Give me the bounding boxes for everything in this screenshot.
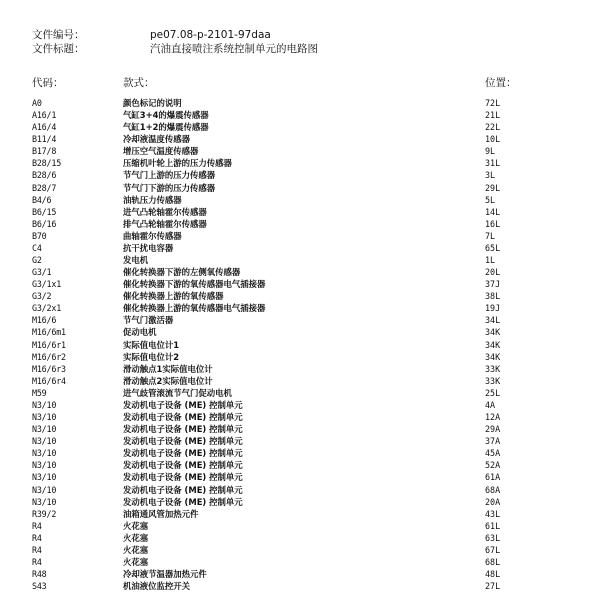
component-code: B28/6 — [32, 170, 57, 181]
component-code: A16/1 — [32, 110, 57, 121]
component-description: 发动机电子设备 (ME) 控制单元 — [123, 412, 243, 423]
component-location: 29L — [485, 182, 501, 193]
component-description: 气缸3+4的爆震传感器 — [123, 110, 209, 121]
component-location: 33K — [485, 375, 501, 386]
component-code: N3/10 — [32, 412, 57, 423]
list-item — [32, 230, 577, 242]
component-code: N3/10 — [32, 472, 57, 483]
component-location: 7L — [485, 230, 496, 241]
component-location: 21L — [485, 110, 501, 121]
component-description: 发动机电子设备 (ME) 控制单元 — [123, 460, 243, 471]
list-item — [32, 375, 577, 387]
component-description: 颜色标记的说明 — [123, 98, 182, 108]
list-item — [32, 302, 577, 314]
component-code: N3/10 — [32, 460, 57, 471]
component-code: G3/2x1 — [32, 303, 62, 314]
component-description: 火花塞 — [123, 556, 149, 567]
list-item — [32, 254, 577, 266]
component-location: 29A — [485, 424, 501, 435]
list-item — [32, 411, 577, 423]
component-location: 33K — [485, 363, 501, 374]
column-header-code: 代码： — [32, 77, 64, 89]
component-location: 43L — [485, 508, 501, 519]
list-item — [32, 290, 577, 302]
component-description: 进气凸轮轴霍尔传感器 — [123, 206, 207, 217]
component-location: 34L — [485, 315, 501, 326]
list-item — [32, 314, 577, 326]
component-description: 进气歧管滚流节气门促动电机 — [123, 387, 232, 398]
component-description: 冷却液温度传感器 — [123, 134, 190, 145]
component-description: 实际值电位计1 — [123, 339, 180, 350]
component-code: R4 — [32, 532, 42, 543]
component-location: 20L — [485, 267, 501, 278]
list-item — [32, 218, 577, 230]
list-item — [32, 568, 577, 580]
component-code: B4/6 — [32, 194, 52, 205]
doc-title-line — [32, 43, 318, 56]
list-item — [32, 387, 577, 399]
component-description: 催化转换器上游的氧传感器电气插接器 — [123, 303, 266, 314]
list-item — [32, 496, 577, 508]
component-code: A0 — [32, 98, 42, 108]
component-description: 发动机电子设备 (ME) 控制单元 — [123, 424, 243, 435]
component-code: B28/7 — [32, 182, 57, 193]
component-location: 34K — [485, 351, 501, 362]
list-item — [32, 423, 577, 435]
component-description: 发动机电子设备 (ME) 控制单元 — [123, 399, 243, 410]
component-code: R4 — [32, 556, 42, 567]
component-description: 机油液位监控开关 — [123, 581, 190, 592]
list-item — [32, 97, 577, 109]
component-code: M16/6r4 — [32, 375, 66, 386]
list-item — [32, 194, 577, 206]
list-item — [32, 339, 577, 351]
component-location: 61A — [485, 472, 501, 483]
component-description: 抗干扰电容器 — [123, 242, 174, 253]
list-item — [32, 133, 577, 145]
list-item — [32, 484, 577, 496]
list-item — [32, 508, 577, 520]
component-location: 31L — [485, 158, 501, 169]
doc-number-value: pe07.08-p-2101-97daa — [150, 29, 271, 41]
list-item — [32, 435, 577, 447]
component-description: 火花塞 — [123, 520, 149, 531]
component-code: B6/15 — [32, 206, 57, 217]
component-description: 滑动触点2实际值电位计 — [123, 375, 213, 386]
component-description: 节气门上游的压力传感器 — [123, 170, 216, 181]
component-description: 发动机电子设备 (ME) 控制单元 — [123, 484, 243, 495]
component-code: G2 — [32, 255, 42, 266]
component-location: 45A — [485, 448, 501, 459]
component-location: 38L — [485, 291, 501, 302]
component-code: B6/16 — [32, 218, 57, 229]
component-code: B70 — [32, 230, 47, 241]
component-code: M16/6m1 — [32, 327, 66, 338]
list-item — [32, 556, 577, 568]
list-item — [32, 242, 577, 254]
component-description: 油轨压力传感器 — [123, 194, 182, 205]
component-location: 10L — [485, 134, 501, 145]
list-item — [32, 169, 577, 181]
component-description: 实际值电位计2 — [123, 351, 180, 362]
component-description: 火花塞 — [123, 544, 149, 555]
component-description: 发动机电子设备 (ME) 控制单元 — [123, 472, 243, 483]
component-description: 催化转换器下游的氧传感器电气插接器 — [123, 279, 266, 290]
component-location: 65L — [485, 242, 501, 253]
component-description: 冷却液节温器加热元件 — [123, 569, 207, 580]
component-code: G3/1 — [32, 267, 52, 278]
component-code: S43 — [32, 581, 47, 592]
list-item — [32, 109, 577, 121]
component-description: 发动机电子设备 (ME) 控制单元 — [123, 496, 243, 507]
component-code: C4 — [32, 242, 42, 253]
component-location: 67L — [485, 544, 501, 555]
component-description: 节气门下游的压力传感器 — [123, 182, 216, 193]
component-location: 20A — [485, 496, 501, 507]
component-location: 37J — [485, 279, 501, 290]
component-code: N3/10 — [32, 448, 57, 459]
list-item — [32, 351, 577, 363]
component-location: 48L — [485, 569, 501, 580]
component-location: 12A — [485, 412, 501, 423]
list-item — [32, 157, 577, 169]
component-location: 34K — [485, 339, 501, 350]
list-item — [32, 326, 577, 338]
component-description: 节气门激活器 — [123, 315, 174, 326]
column-header-description: 款式： — [123, 77, 155, 89]
component-description: 催化转换器下游的左侧氧传感器 — [123, 267, 241, 278]
column-header-location: 位置： — [485, 77, 517, 89]
component-location: 22L — [485, 122, 501, 133]
component-code: R4 — [32, 520, 42, 531]
component-description: 促动电机 — [123, 327, 157, 338]
component-code: R4 — [32, 544, 42, 555]
component-code: R39/2 — [32, 508, 57, 519]
component-location: 19J — [485, 303, 501, 314]
component-code: N3/10 — [32, 484, 57, 495]
component-location: 3L — [485, 170, 496, 181]
list-item — [32, 544, 577, 556]
component-location: 52A — [485, 460, 501, 471]
component-description: 发动机电子设备 (ME) 控制单元 — [123, 448, 243, 459]
component-location: 68L — [485, 556, 501, 567]
component-code: B28/15 — [32, 158, 62, 169]
component-location: 68A — [485, 484, 501, 495]
list-item — [32, 532, 577, 544]
component-location: 9L — [485, 146, 496, 157]
component-code: N3/10 — [32, 424, 57, 435]
component-code: G3/1x1 — [32, 279, 62, 290]
component-code: N3/10 — [32, 399, 57, 410]
list-item — [32, 471, 577, 483]
component-code: M16/6r2 — [32, 351, 66, 362]
list-item — [32, 145, 577, 157]
list-item — [32, 459, 577, 471]
list-item — [32, 363, 577, 375]
component-code: A16/4 — [32, 122, 57, 133]
component-location: 25L — [485, 387, 501, 398]
component-code: M16/6r3 — [32, 363, 66, 374]
doc-number-label: 文件编号： — [32, 29, 85, 41]
component-location: 5L — [485, 194, 496, 205]
component-description: 油箱通风管加热元件 — [123, 508, 199, 519]
component-location: 72L — [485, 98, 501, 108]
component-code: R48 — [32, 569, 47, 580]
component-code: N3/10 — [32, 496, 57, 507]
component-description: 催化转换器上游的氧传感器 — [123, 291, 224, 302]
column-headers — [32, 75, 573, 89]
list-item — [32, 580, 577, 592]
component-location: 27L — [485, 581, 501, 592]
list-item — [32, 278, 577, 290]
component-location: 63L — [485, 532, 501, 543]
component-location: 4A — [485, 399, 496, 410]
component-code: M16/6r1 — [32, 339, 66, 350]
component-description: 发动机电子设备 (ME) 控制单元 — [123, 436, 243, 447]
component-code: N3/10 — [32, 436, 57, 447]
component-description: 火花塞 — [123, 532, 149, 543]
list-item — [32, 206, 577, 218]
list-item — [32, 121, 577, 133]
component-code: B17/8 — [32, 146, 57, 157]
list-item — [32, 266, 577, 278]
doc-title-label: 文件标题： — [32, 43, 85, 55]
component-location: 1L — [485, 255, 496, 266]
component-description: 曲轴霍尔传感器 — [123, 230, 182, 241]
component-description: 滑动触点1实际值电位计 — [123, 363, 213, 374]
component-location: 16L — [485, 218, 501, 229]
component-description: 发电机 — [123, 255, 149, 266]
doc-title-value: 汽油直接喷注系统控制单元的电路图 — [150, 43, 318, 55]
component-description: 增压空气温度传感器 — [123, 146, 199, 157]
list-item — [32, 399, 577, 411]
component-location: 61L — [485, 520, 501, 531]
list-item — [32, 520, 577, 532]
component-description: 排气凸轮轴霍尔传感器 — [123, 218, 207, 229]
component-list — [32, 97, 577, 592]
component-description: 压缩机叶轮上游的压力传感器 — [123, 158, 232, 169]
component-code: M16/6 — [32, 315, 57, 326]
component-code: B11/4 — [32, 134, 57, 145]
component-location: 14L — [485, 206, 501, 217]
doc-number-line — [32, 29, 271, 42]
list-item — [32, 447, 577, 459]
component-code: G3/2 — [32, 291, 52, 302]
list-item — [32, 182, 577, 194]
component-code: M59 — [32, 387, 47, 398]
component-location: 34K — [485, 327, 501, 338]
component-description: 气缸1+2的爆震传感器 — [123, 122, 209, 133]
component-location: 37A — [485, 436, 501, 447]
